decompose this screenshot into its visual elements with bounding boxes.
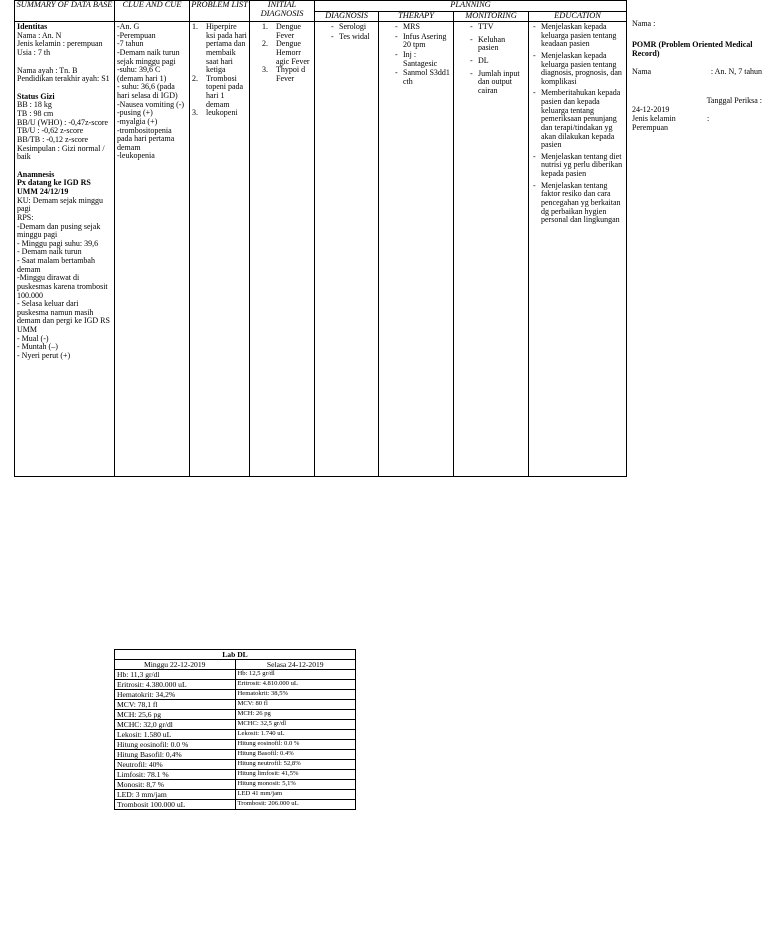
lab-row: [115, 750, 356, 760]
lab-value-selasa: LED 41 mm/jam: [235, 790, 356, 800]
side-nama-row: Nama : An. N, 7 tahun: [632, 67, 762, 77]
clue-line: -pusing (+): [117, 108, 153, 118]
anamnesis-subtitle: Px datang ke IGD RS UMM 24/12/19: [17, 178, 91, 196]
lab-row: [115, 710, 356, 720]
initial-item: 1. Dengue Fever: [262, 22, 301, 40]
side-nama-label: Nama :: [632, 19, 656, 28]
lab-value-selasa: Hitung eosinofil: 0.0 %: [235, 740, 356, 750]
ayah-line: Nama ayah : Tn. B: [17, 65, 78, 75]
header-monitoring: MONITORING: [454, 12, 529, 22]
lab-value-selasa: Hitung Basofil: 0.4%: [235, 750, 356, 760]
gizi-line: TB : 98 cm: [17, 109, 54, 118]
gizi-line: BB : 18 kg: [17, 100, 52, 110]
problem-cell: [190, 22, 250, 477]
anamnesis-line: - Nyeri perut (+): [17, 350, 71, 360]
lab-row: [115, 780, 356, 790]
anamnesis-line: - Saat malam bertambah demam: [17, 256, 95, 274]
lab-value-selasa: Hitung neutrofil: 52,8%: [235, 760, 356, 770]
anamnesis-title: Anamnesis: [17, 169, 55, 179]
clue-line: -myalgia (+): [117, 116, 158, 126]
lab-row: [115, 690, 356, 700]
identitas-line: Nama : An. N: [17, 30, 62, 40]
gizi-line: Kesimpulan : Gizi normal / baik: [17, 143, 105, 162]
clue-line: -trombositopenia pada hari pertama demam: [117, 125, 175, 152]
lab-row: [115, 760, 356, 770]
lab-value-minggu: Monosit: 8,7 %: [115, 780, 236, 790]
lab-value-selasa: MCHC: 32,5 gr/dl: [235, 720, 356, 730]
therapy-item: - Infus Asering 20 tpm: [393, 33, 451, 50]
initial-item: 2. Dengue Hemorr agic Fever: [262, 39, 310, 66]
monitoring-item: - DL: [468, 57, 526, 66]
lab-value-selasa: MCV: 80 fl: [235, 700, 356, 710]
lab-row: [115, 680, 356, 690]
side-pomr-title: POMR (Problem Oriented Medical Record): [632, 39, 753, 58]
gizi-line: BB/U (WHO) : -0,47z-score: [17, 117, 109, 127]
lab-value-minggu: Limfosit: 78.1 %: [115, 770, 236, 780]
lab-value-minggu: Hb: 11,3 gr/dl: [115, 670, 236, 680]
clue-line: -Nausea vomiting (-): [117, 99, 185, 109]
lab-table: [114, 649, 356, 810]
therapy-item: - Inj : Santagesic: [393, 51, 451, 68]
clue-line: -7 tahun: [117, 39, 144, 49]
side-jk-text: Perempuan: [632, 122, 668, 132]
anamnesis-line: RPS:: [17, 212, 34, 222]
lab-title: Lab DL: [115, 650, 356, 660]
lab-value-selasa: Lekosit: 1.740 uL: [235, 730, 356, 740]
lab-value-selasa: Hitung monosit: 5,1%: [235, 780, 356, 790]
education-item: - Menjelaskan tentang diet nutrisi yg perlu diberikan kepada pasien: [531, 153, 624, 179]
identitas-line: Usia : 7 th: [17, 47, 51, 57]
clue-line: - suhu: 36,6 (pada hari selasa di IGD): [117, 82, 178, 100]
lab-value-minggu: Eritrosit: 4.380.000 uL: [115, 680, 236, 690]
lab-row: [115, 790, 356, 800]
problem-item: 3. leukopeni: [192, 108, 238, 118]
problem-item: 2. Trombosi topeni pada hari 1 demam: [192, 73, 244, 109]
lab-row: [115, 730, 356, 740]
header-problem: PROBLEM LIST: [190, 1, 250, 22]
side-jk-row: Jenis kelamin :: [632, 113, 710, 123]
identitas-title: Identitas: [17, 23, 48, 31]
lab-value-minggu: Lekosit: 1.580 uL: [115, 730, 236, 740]
therapy-item: - MRS: [393, 23, 451, 32]
lab-value-selasa: Hb: 12,5 gr/dl: [235, 670, 356, 680]
lab-col2-header: Selasa 24-12-2019: [235, 660, 356, 670]
lab-value-minggu: Trombosit 100.000 uL: [115, 800, 236, 810]
lab-value-minggu: MCV: 78,1 fl: [115, 700, 236, 710]
side-note: [632, 20, 762, 132]
ayah-line: Pendidikan terakhir ayah: S1: [17, 74, 110, 84]
lab-value-minggu: LED: 3 mm/jam: [115, 790, 236, 800]
education-item: - Memberitahukan kepada pasien dan kepada keluarga tentang pemeriksaan penunjang dan terapi/tindakan yg akan dilakukan kepada pasien: [531, 89, 624, 149]
gizi-title: Status Gizi: [17, 91, 55, 101]
lab-row: [115, 770, 356, 780]
monitoring-item: - Jumlah input dan output cairan: [468, 70, 526, 96]
anamnesis-line: - Muntah (–): [17, 342, 58, 352]
lab-row: [115, 720, 356, 730]
lab-row: [115, 740, 356, 750]
clue-line: -Demam naik turun sejak minggu pagi: [117, 47, 180, 66]
clue-line: -An. G: [117, 22, 140, 31]
diagnosis-cell: [315, 22, 379, 477]
clue-cell: [115, 22, 190, 477]
anamnesis-line: - Demam naik turun: [17, 247, 82, 257]
gizi-line: BB/TB : -0,12 z-score: [17, 134, 89, 144]
lab-value-selasa: Eritrosit: 4.810.000 uL: [235, 680, 356, 690]
problem-item: 1. Hiperpire ksi pada hari pertama dan membaik saat hari ketiga: [192, 22, 247, 75]
lab-value-minggu: MCH: 25,6 pg: [115, 710, 236, 720]
header-summary: SUMMARY OF DATA BASE: [15, 1, 115, 22]
anamnesis-line: -Demam dan pusing sejak minggu pagi: [17, 221, 101, 240]
monitoring-item: - TTV: [468, 23, 526, 32]
gizi-line: TB/U : -0,62 z-score: [17, 126, 84, 136]
lab-value-minggu: Neutrofil: 40%: [115, 760, 236, 770]
header-education: EDUCATION: [529, 12, 627, 22]
lab-value-selasa: Trombosit: 206.000 uL: [235, 800, 356, 810]
clue-line: -suhu: 39,6 C (demam hari 1): [117, 65, 167, 83]
header-initial: INITIAL DIAGNOSIS: [250, 1, 315, 22]
education-item: - Menjelaskan kepada keluarga pasien tentang diagnosis, prognosis, dan komplikasi: [531, 52, 624, 87]
lab-value-selasa: MCH: 26 pg: [235, 710, 356, 720]
lab-value-minggu: Hitung eosinofil: 0.0 %: [115, 740, 236, 750]
education-cell: [529, 22, 627, 477]
summary-cell: [15, 22, 115, 477]
diagnosis-item: - Serologi: [329, 23, 376, 32]
initial-item: 3. Thypoi d Fever: [262, 65, 306, 83]
lab-value-minggu: Hematokrit: 34,2%: [115, 690, 236, 700]
lab-value-minggu: MCHC: 32,0 gr/dl: [115, 720, 236, 730]
initial-cell: [250, 22, 315, 477]
side-tanggal-value: 24-12-2019: [632, 104, 670, 114]
anamnesis-line: -Minggu dirawat di puskesmas karena trombosit 100.000: [17, 273, 108, 300]
anamnesis-line: - Mual (-): [17, 333, 49, 343]
lab-value-minggu: Hitung Basofil: 0,4%: [115, 750, 236, 760]
lab-value-selasa: Hitung limfosit: 41,5%: [235, 770, 356, 780]
clue-line: -leukopenia: [117, 151, 155, 161]
identitas-line: Jenis kelamin : perempuan: [17, 39, 103, 49]
lab-row: [115, 700, 356, 710]
anamnesis-line: - Minggu pagi suhu: 39,6: [17, 238, 99, 248]
lab-row: [115, 800, 356, 810]
education-item: - Menjelaskan tentang faktor resiko dan cara pencegahan yg berkaitan dg perbaikan hygien personal dan lingkungan: [531, 182, 624, 225]
anamnesis-line: - Selasa keluar dari puskesma namun masih demam dan pergi ke IGD RS UMM: [17, 299, 110, 334]
header-diagnosis: DIAGNOSIS: [315, 12, 379, 22]
side-tanggal-label: Tanggal Periksa :: [706, 96, 762, 106]
monitoring-cell: [454, 22, 529, 477]
lab-col1-header: Minggu 22-12-2019: [115, 660, 236, 670]
education-item: - Menjelaskan kepada keluarga pasien tentang keadaan pasien: [531, 23, 624, 49]
therapy-cell: [379, 22, 454, 477]
diagnosis-item: - Tes widal: [329, 33, 376, 42]
header-planning: PLANNING: [315, 1, 627, 12]
lab-row: [115, 670, 356, 680]
clue-line: -Perempuan: [117, 30, 156, 40]
pomr-table: [14, 0, 627, 477]
header-therapy: THERAPY: [379, 12, 454, 22]
header-clue: CLUE AND CUE: [115, 1, 190, 22]
monitoring-item: - Keluhan pasien: [468, 36, 526, 53]
lab-value-selasa: Hematokrit: 38,5%: [235, 690, 356, 700]
therapy-item: - Sanmol S3dd1 cth: [393, 69, 451, 86]
anamnesis-line: KU: Demam sejak minggu pagi: [17, 195, 103, 214]
